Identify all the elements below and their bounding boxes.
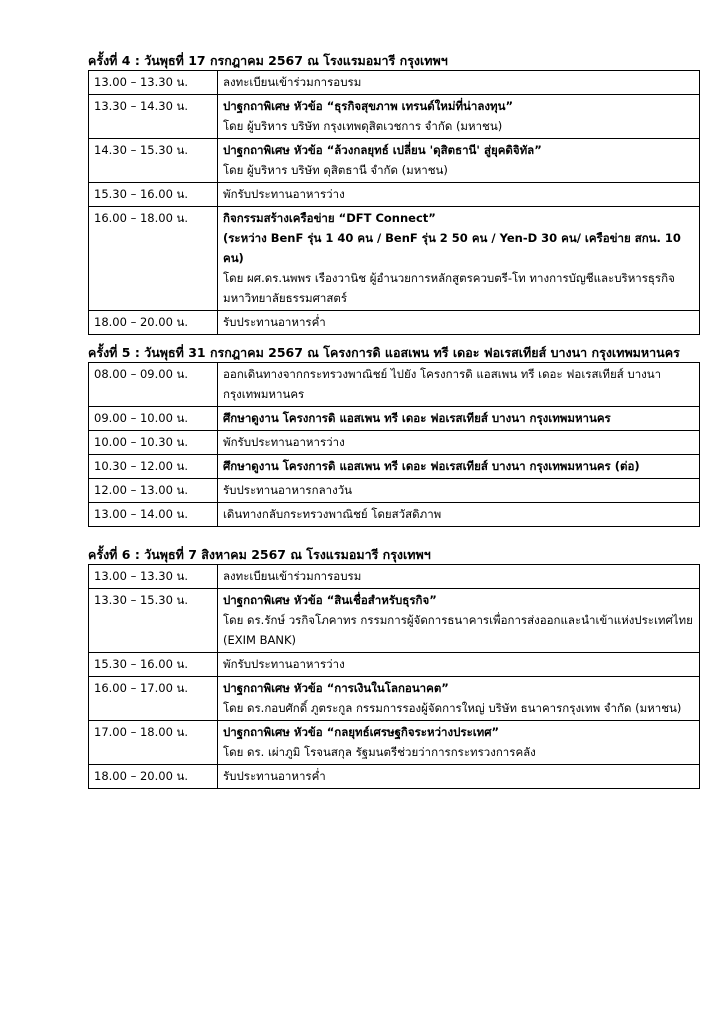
time-cell: 16.00 – 17.00 น.: [89, 677, 218, 721]
activity-title: ปาฐกถาพิเศษ หัวข้อ “กลยุทธ์เศรษฐกิจระหว่างประเทศ”: [223, 725, 500, 739]
table-row: [89, 363, 700, 407]
table-row: [89, 503, 700, 527]
description-cell: [218, 183, 700, 207]
description-cell: [218, 207, 700, 311]
speaker-line: โดย ผู้บริหาร บริษัท ดุสิตธานี จำกัด (มหาชน): [223, 163, 448, 177]
description-cell: [218, 139, 700, 183]
activity-title: เดินทางกลับกระทรวงพาณิชย์ โดยสวัสดิภาพ: [223, 507, 442, 521]
section-title: ครั้งที่ 6 : วันพุธที่ 7 สิงหาคม 2567 ณ โรงแรมอมารี กรุงเทพฯ: [88, 547, 431, 562]
description-cell: [218, 431, 700, 455]
table-row: [89, 455, 700, 479]
description-cell: [218, 721, 700, 765]
section-title: ครั้งที่ 4 : วันพุธที่ 17 กรกฎาคม 2567 ณ โรงแรมอมารี กรุงเทพฯ: [88, 53, 448, 68]
description-cell: [218, 407, 700, 431]
time-cell: 09.00 – 10.00 น.: [89, 407, 218, 431]
description-cell: [218, 311, 700, 335]
description-cell: [218, 95, 700, 139]
table-row: [89, 653, 700, 677]
activity-title: พักรับประทานอาหารว่าง: [223, 657, 345, 671]
time-cell: 13.00 – 13.30 น.: [89, 71, 218, 95]
session-5: [88, 344, 700, 527]
section-title: ครั้งที่ 5 : วันพุธที่ 31 กรกฎาคม 2567 ณ โครงการดิ แอสเพน ทรี เดอะ ฟอเรสเทียส์ บางนา กรุงเทพมหานคร: [88, 345, 680, 360]
activity-title: รับประทานอาหารค่ำ: [223, 769, 326, 783]
speaker-line: โดย ดร.รักษ์ วรกิจโภคาทร กรรมการผู้จัดการธนาคารเพื่อการส่งออกและนำเข้าแห่งประเทศไทย: [223, 613, 693, 627]
time-cell: 16.00 – 18.00 น.: [89, 207, 218, 311]
activity-title: ปาฐกถาพิเศษ หัวข้อ “การเงินในโลกอนาคต”: [223, 681, 449, 695]
activity-title: ปาฐกถาพิเศษ หัวข้อ “ล้วงกลยุทธ์ เปลี่ยน 'ดุสิตธานี' สู่ยุคดิจิทัล”: [223, 143, 542, 157]
table-row: [89, 765, 700, 789]
time-cell: 13.30 – 14.30 น.: [89, 95, 218, 139]
table-row: [89, 479, 700, 503]
schedule-table: [88, 362, 700, 527]
description-cell: [218, 765, 700, 789]
table-row: [89, 565, 700, 589]
activity-title: ปาฐกถาพิเศษ หัวข้อ “สินเชื่อสำหรับธุรกิจ”: [223, 593, 437, 607]
description-cell: [218, 565, 700, 589]
table-row: [89, 95, 700, 139]
time-cell: 10.30 – 12.00 น.: [89, 455, 218, 479]
time-cell: 13.00 – 13.30 น.: [89, 565, 218, 589]
activity-title: พักรับประทานอาหารว่าง: [223, 187, 345, 201]
activity-title: รับประทานอาหารค่ำ: [223, 315, 326, 329]
activity-title: ออกเดินทางจากกระทรวงพาณิชย์ ไปยัง โครงการดิ แอสเพน ทรี เดอะ ฟอเรสเทียส์ บางนา: [223, 367, 662, 381]
table-row: [89, 677, 700, 721]
time-cell: 08.00 – 09.00 น.: [89, 363, 218, 407]
description-cell: [218, 503, 700, 527]
activity-title: พักรับประทานอาหารว่าง: [223, 435, 345, 449]
description-cell: [218, 71, 700, 95]
activity-title: ปาฐกถาพิเศษ หัวข้อ “ธุรกิจสุขภาพ เทรนด์ใหม่ที่น่าลงทุน”: [223, 99, 514, 113]
speaker-line: โดย ดร. เผ่าภูมิ โรจนสกุล รัฐมนตรีช่วยว่าการกระทรวงการคลัง: [223, 745, 536, 759]
description-cell: [218, 363, 700, 407]
activity-title: ลงทะเบียนเข้าร่วมการอบรม: [223, 569, 362, 583]
time-cell: 10.00 – 10.30 น.: [89, 431, 218, 455]
time-cell: 18.00 – 20.00 น.: [89, 765, 218, 789]
description-cell: [218, 589, 700, 653]
time-cell: 12.00 – 13.00 น.: [89, 479, 218, 503]
time-cell: 17.00 – 18.00 น.: [89, 721, 218, 765]
description-cell: [218, 479, 700, 503]
table-row: [89, 589, 700, 653]
description-cell: [218, 455, 700, 479]
description-cell: [218, 653, 700, 677]
time-cell: 13.00 – 14.00 น.: [89, 503, 218, 527]
activity-title: กิจกรรมสร้างเครือข่าย “DFT Connect”: [223, 211, 436, 225]
table-row: [89, 71, 700, 95]
table-row: [89, 721, 700, 765]
speaker-line: โดย ดร.กอบศักดิ์ ภูตระกูล กรรมการรองผู้จัดการใหญ่ บริษัท ธนาคารกรุงเทพ จำกัด (มหาชน): [223, 701, 682, 715]
speaker-line: มหาวิทยาลัยธรรมศาสตร์: [223, 291, 348, 305]
activity-title: ศึกษาดูงาน โครงการดิ แอสเพน ทรี เดอะ ฟอเรสเทียส์ บางนา กรุงเทพมหานคร (ต่อ): [223, 459, 640, 473]
activity-title: ศึกษาดูงาน โครงการดิ แอสเพน ทรี เดอะ ฟอเรสเทียส์ บางนา กรุงเทพมหานคร: [223, 411, 611, 425]
description-cell: [218, 677, 700, 721]
table-row: [89, 183, 700, 207]
session-4: [88, 52, 700, 335]
participants-note: (ระหว่าง BenF รุ่น 1 40 คน / BenF รุ่น 2 50 คน / Yen-D 30 คน/ เครือข่าย สกน. 10 คน): [223, 231, 681, 265]
table-row: [89, 407, 700, 431]
time-cell: 15.30 – 16.00 น.: [89, 183, 218, 207]
speaker-line: กรุงเทพมหานคร: [223, 387, 305, 401]
table-row: [89, 139, 700, 183]
table-row: [89, 311, 700, 335]
schedule-table: [88, 564, 700, 789]
speaker-line: โดย ผู้บริหาร บริษัท กรุงเทพดุสิตเวชการ จำกัด (มหาชน): [223, 119, 503, 133]
activity-title: รับประทานอาหารกลางวัน: [223, 483, 353, 497]
time-cell: 15.30 – 16.00 น.: [89, 653, 218, 677]
table-row: [89, 207, 700, 311]
table-row: [89, 431, 700, 455]
time-cell: 13.30 – 15.30 น.: [89, 589, 218, 653]
time-cell: 18.00 – 20.00 น.: [89, 311, 218, 335]
speaker-line: (EXIM BANK): [223, 633, 296, 647]
speaker-line: โดย ผศ.ดร.นพพร เรืองวานิช ผู้อำนวยการหลักสูตรควบตรี-โท ทางการบัญชีและบริหารธุรกิจ: [223, 271, 675, 285]
time-cell: 14.30 – 15.30 น.: [89, 139, 218, 183]
activity-title: ลงทะเบียนเข้าร่วมการอบรม: [223, 75, 362, 89]
session-6: [88, 546, 700, 789]
schedule-table: [88, 70, 700, 335]
